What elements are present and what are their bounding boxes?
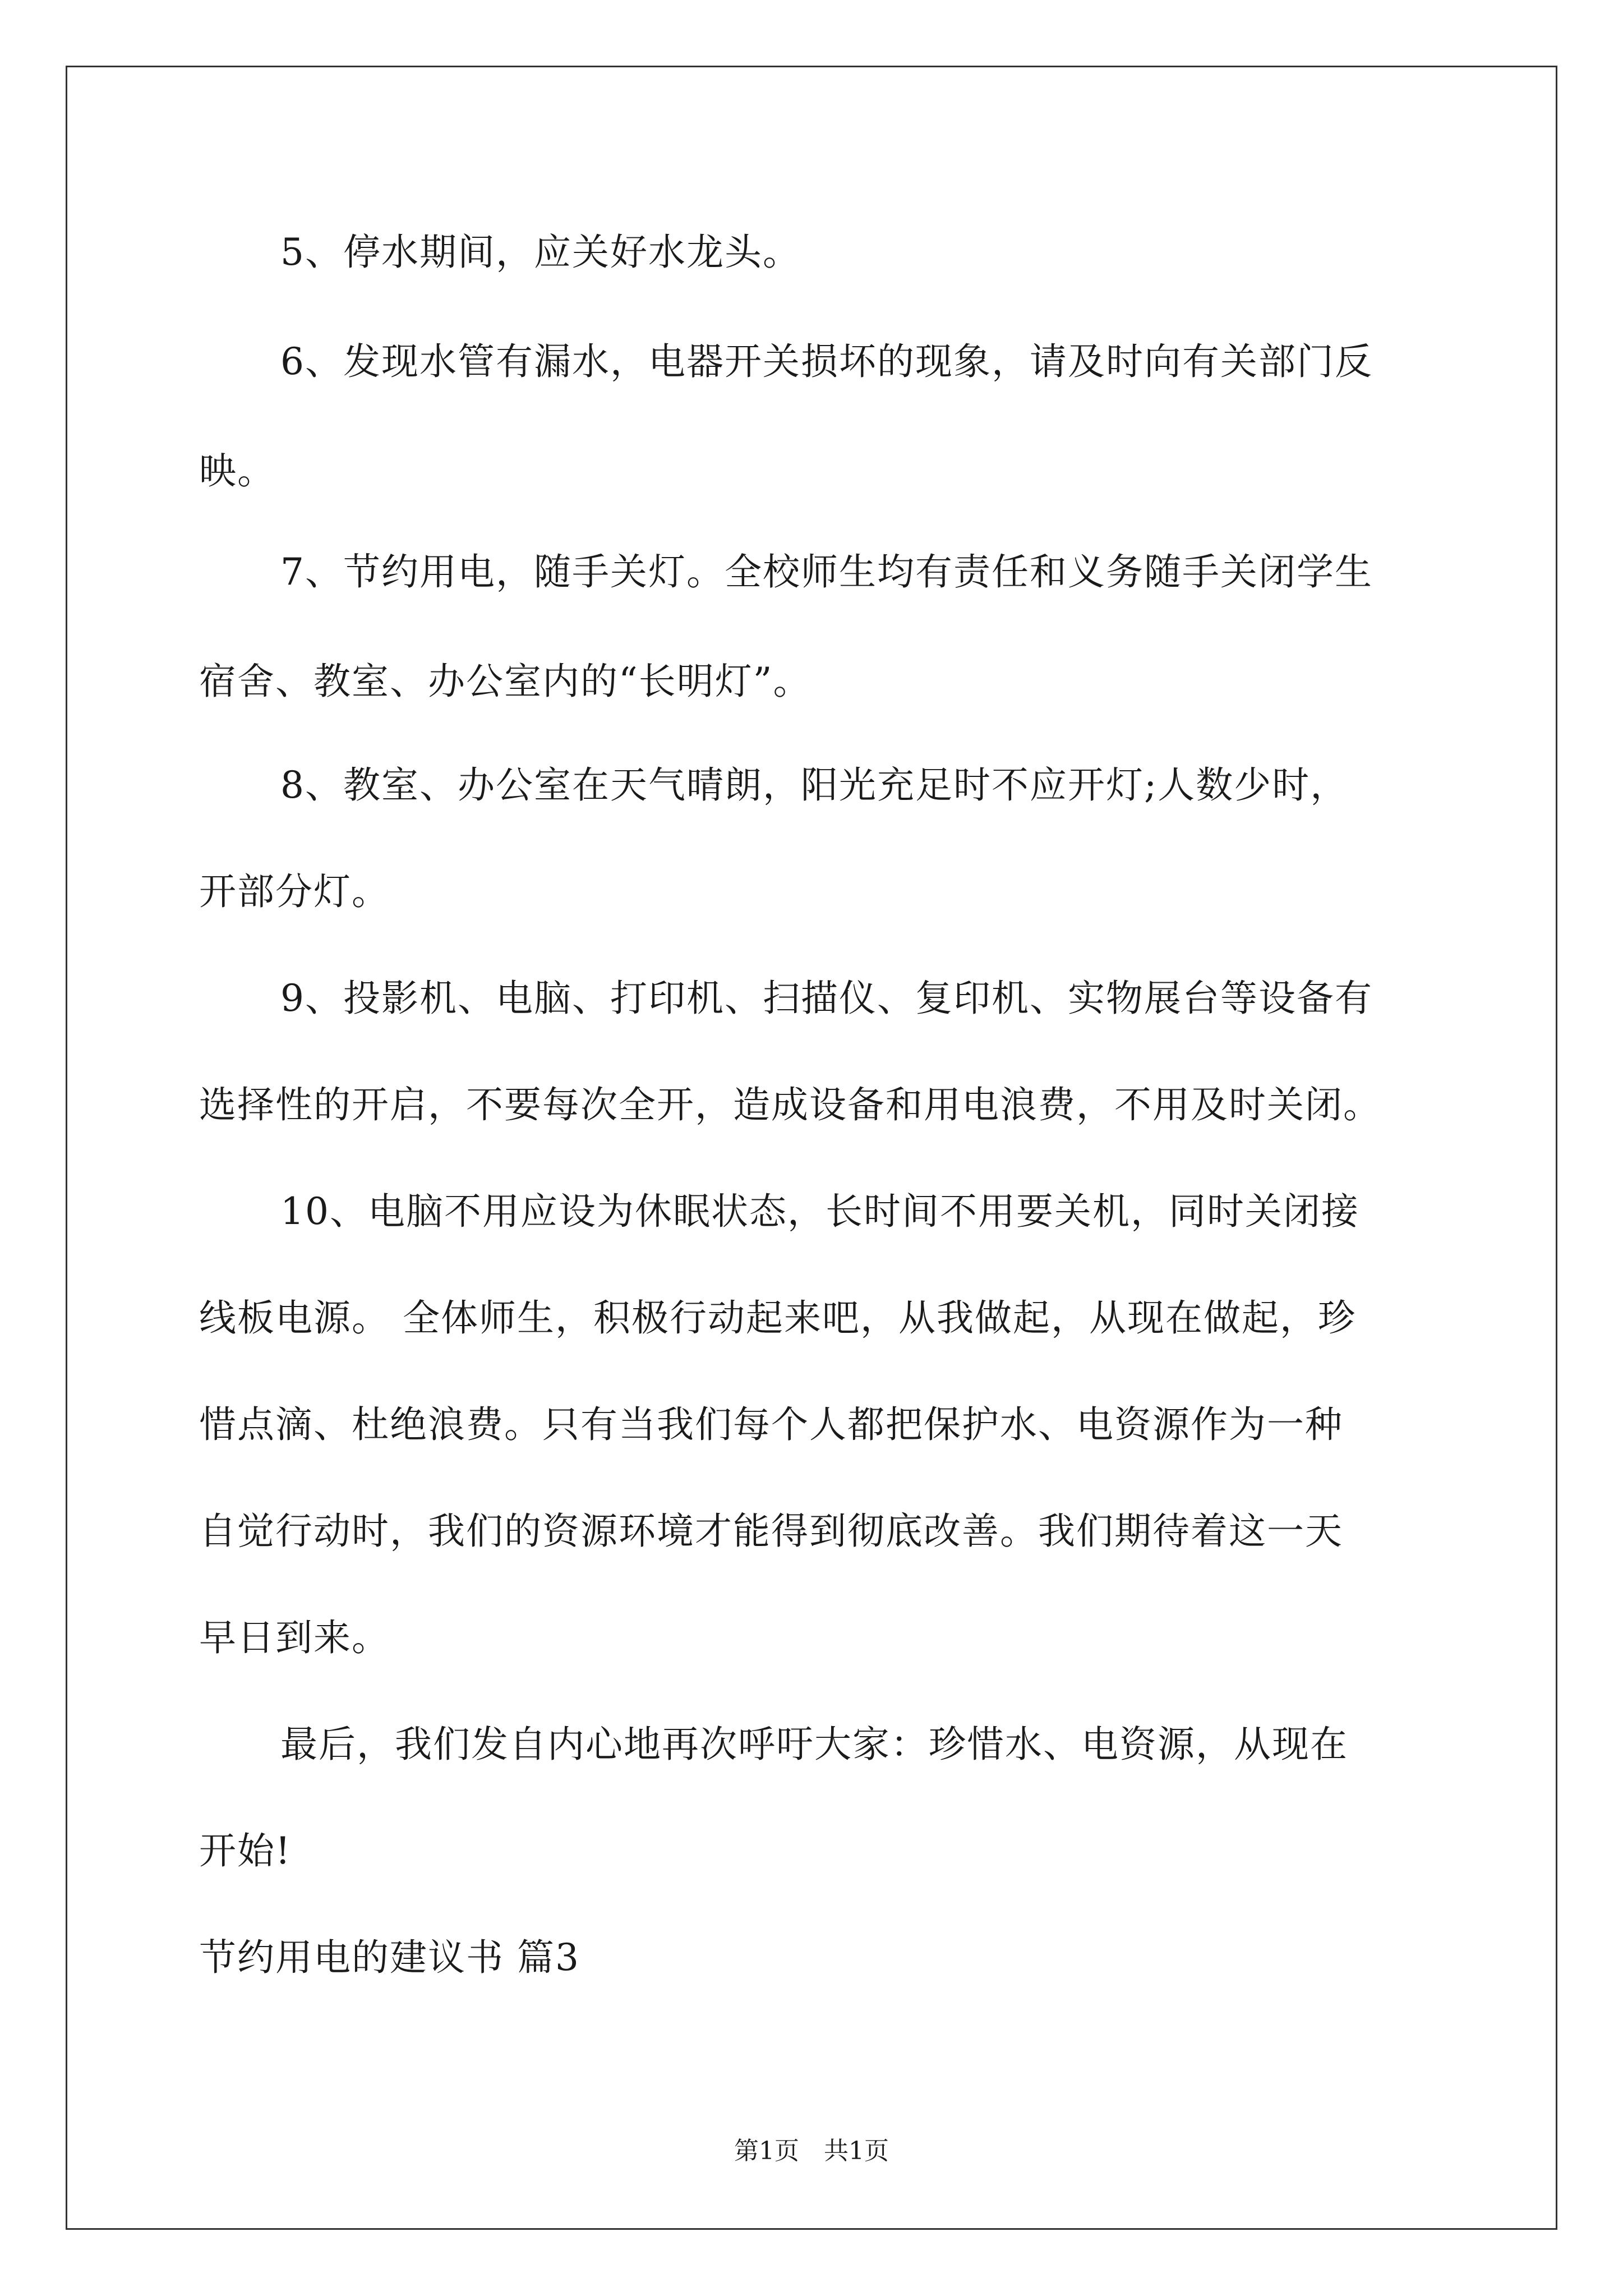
paragraph-line: 6、发现水管有漏水，电器开关损坏的现象，请及时向有关部门反	[280, 340, 1373, 383]
paragraph-line: 8、教室、办公室在天气晴朗，阳光充足时不应开灯;人数少时，	[280, 763, 1349, 807]
page-border	[66, 66, 1557, 2230]
paragraph-line: 10、电脑不用应设为休眠状态，长时间不用要关机，同时关闭接	[280, 1190, 1359, 1233]
paragraph-line: 线板电源。 全体师生，积极行动起来吧，从我做起，从现在做起，珍	[199, 1296, 1356, 1340]
page-footer: 第1页 共1页	[734, 2137, 889, 2165]
paragraph-line: 开始!	[199, 1829, 292, 1872]
paragraph-line: 映。	[199, 449, 275, 493]
section-heading: 节约用电的建议书 篇3	[199, 1936, 580, 1979]
paragraph-line: 选择性的开启，不要每次全开，造成设备和用电浪费，不用及时关闭。	[199, 1083, 1381, 1126]
paragraph-line: 开部分灯。	[199, 870, 390, 913]
paragraph-line: 宿舍、教室、办公室内的“长明灯”。	[199, 660, 811, 703]
paragraph-line: 惜点滴、杜绝浪费。只有当我们每个人都把保护水、电资源作为一种	[199, 1403, 1343, 1446]
paragraph-line: 最后，我们发自内心地再次呼吁大家：珍惜水、电资源，从现在	[280, 1723, 1348, 1766]
paragraph-line: 9、投影机、电脑、打印机、扫描仪、复印机、实物展台等设备有	[280, 977, 1373, 1020]
paragraph-line: 早日到来。	[199, 1616, 390, 1659]
paragraph-line: 5、停水期间，应关好水龙头。	[280, 231, 801, 274]
paragraph-line: 7、节约用电，随手关灯。全校师生均有责任和义务随手关闭学生	[280, 550, 1373, 593]
paragraph-line: 自觉行动时，我们的资源环境才能得到彻底改善。我们期待着这一天	[199, 1510, 1343, 1553]
